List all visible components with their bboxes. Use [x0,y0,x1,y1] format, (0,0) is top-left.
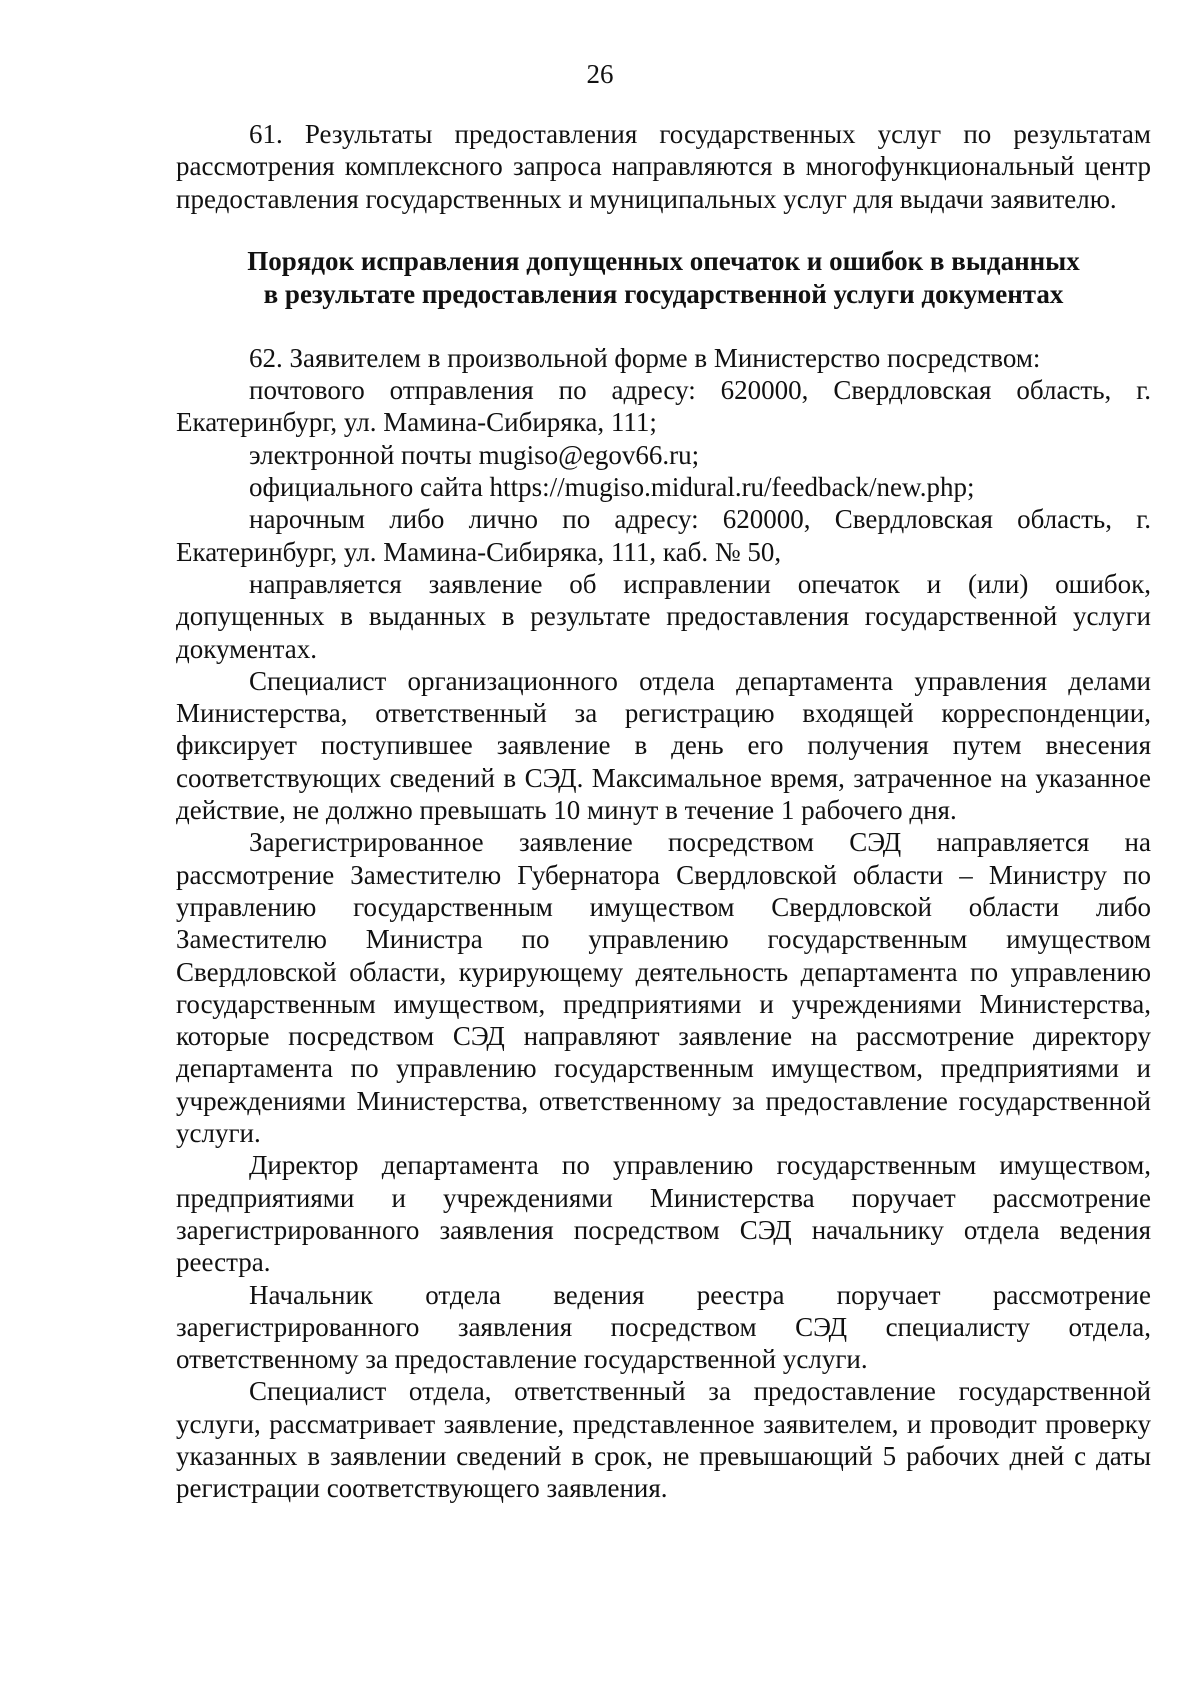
section-heading [176,245,1151,311]
section-heading-line-1: Порядок исправления допущенных опечаток и ошибок в выданных [247,245,1080,276]
section-heading-line-2: в результате предоставления государственной услуги документах [263,278,1064,309]
page-number: 26 [586,59,614,89]
paragraph-routing: Зарегистрированное заявление посредством СЭД направляется на рассмотрение Заместителю Губернатора Свердловской области – Министру по управлению государственным имуществом Свердловской области либо Заместителю Министра по управлению государственным имуществом Свердловской области, курирующему деятельность департамента по управлению государственным имуществом, предприятиями и учреждениями Министерства, которые посредством СЭД направляют заявление на рассмотрение директору департамента по управлению государственным имуществом, предприятиями и учреждениями Министерства, ответственному за предоставление государственной услуги. [176,827,1151,1149]
document-body [176,118,1151,1505]
paragraph-62-item-courier: нарочным либо лично по адресу: 620000, Свердловская область, г. Екатеринбург, ул. Мамина-Сибиряка, 111, каб. № 50, [176,504,1151,567]
paragraph-head-of-registry: Начальник отдела ведения реестра поручает рассмотрение зарегистрированного заявления посредством СЭД специалисту отдела, ответственному за предоставление государственной услуги. [176,1279,1151,1375]
paragraph-specialist-review: Специалист отдела, ответственный за предоставление государственной услуги, рассматривает заявление, представленное заявителем, и проводит проверку указанных в заявлении сведений в срок, не превышающий 5 рабочих дней с даты регистрации соответствующего заявления. [176,1376,1151,1504]
paragraph-62-intro: 62. Заявителем в произвольной форме в Министерство посредством: [249,342,1041,373]
paragraph-62-conclusion: направляется заявление об исправлении опечаток и (или) ошибок, допущенных в выданных в результате предоставления государственной услуги документах. [176,568,1151,664]
paragraph-registration: Специалист организационного отдела департамента управления делами Министерства, ответственный за регистрацию входящей корреспонденции, фиксирует поступившее заявление в день его получения путем внесения соответствующих сведений в СЭД. Максимальное время, затраченное на указанное действие, не должно превышать 10 минут в течение 1 рабочего дня. [176,665,1151,826]
paragraph-director: Директор департамента по управлению государственным имуществом, предприятиями и учреждениями Министерства поручает рассмотрение зарегистрированного заявления посредством СЭД начальнику отдела ведения реестра. [176,1150,1151,1278]
paragraph-61: 61. Результаты предоставления государственных услуг по результатам рассмотрения комплексного запроса направляются в многофункциональный центр предоставления государственных и муниципальных услуг для выдачи заявителю. [176,119,1151,214]
paragraph-62-item-post: почтового отправления по адресу: 620000, Свердловская область, г. Екатеринбург, ул. Мамина-Сибиряка, 111; [176,375,1151,438]
paragraph-62-item-email: электронной почты mugiso@egov66.ru; [249,439,700,470]
paragraph-62-item-site: официального сайта https://mugiso.midural.ru/feedback/new.php; [249,472,975,503]
